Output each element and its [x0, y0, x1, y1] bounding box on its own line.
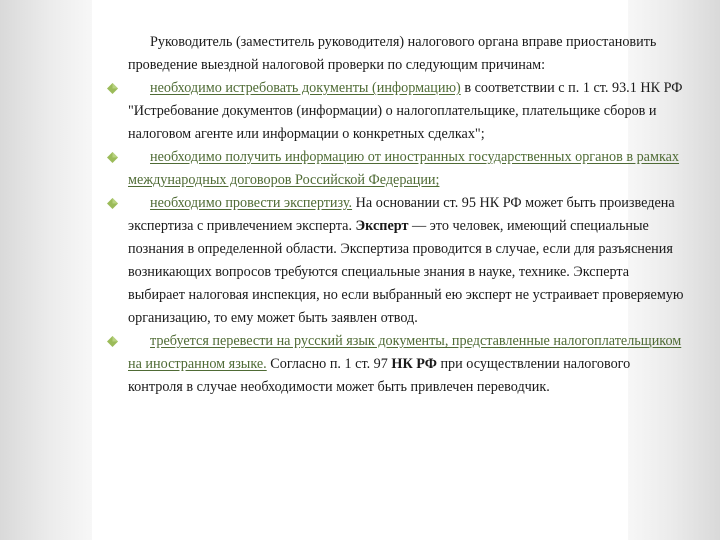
left-background-band: [0, 0, 92, 540]
list-item: [128, 330, 688, 399]
reason-text: в соответствии с п. 1 ст. 93.1 НК РФ "Истребование документов (информации) о налогоплательщике, плательщике сборов и налоговом агенте или информации о конкретных сделках";: [128, 80, 683, 142]
list-item: [128, 146, 688, 192]
list-item: [128, 192, 688, 330]
list-item: [128, 77, 688, 146]
reason-link-request-documents[interactable]: необходимо истребовать документы (информацию): [150, 80, 461, 96]
expert-term: Эксперт: [355, 218, 409, 234]
diamond-bullet-icon: [107, 336, 118, 347]
reason-link-expertise[interactable]: необходимо провести экспертизу.: [150, 195, 353, 211]
intro-paragraph: Руководитель (заместитель руководителя) налогового органа вправе приостановить проведение выездной налоговой проверки по следующим причинам:: [128, 34, 657, 73]
diamond-bullet-icon: [107, 83, 118, 94]
tax-code-term: НК РФ: [391, 356, 437, 372]
reason-text: На основании ст. 95 НК РФ может быть произведена экспертиза с привлечением эксперта.: [128, 195, 675, 234]
diamond-bullet-icon: [107, 152, 118, 163]
reason-text: — это человек, имеющий специальные познания в определенной области. Экспертиза проводится в случае, если для разъяснения возникающих вопросов требуются специальные знания в науке, технике. Эксперта выбирает налоговая инспекция, но если выбранный ею эксперт не устраивает проверяемую организацию, то ему может быть заявлен отвод.: [128, 218, 684, 326]
reason-text: при осуществлении налогового контроля в случае необходимости может быть привлечен переводчик.: [128, 356, 631, 395]
reason-text: Согласно п. 1 ст. 97: [266, 356, 392, 372]
reason-link-translation[interactable]: требуется перевести на русский язык документы, представленные налогоплательщиком на иностранном языке.: [128, 333, 682, 372]
diamond-bullet-icon: [107, 198, 118, 209]
reason-link-foreign-info[interactable]: необходимо получить информацию от иностранных государственных органов в рамках международных договоров Российской Федерации;: [128, 149, 680, 188]
document-body: [128, 31, 688, 399]
